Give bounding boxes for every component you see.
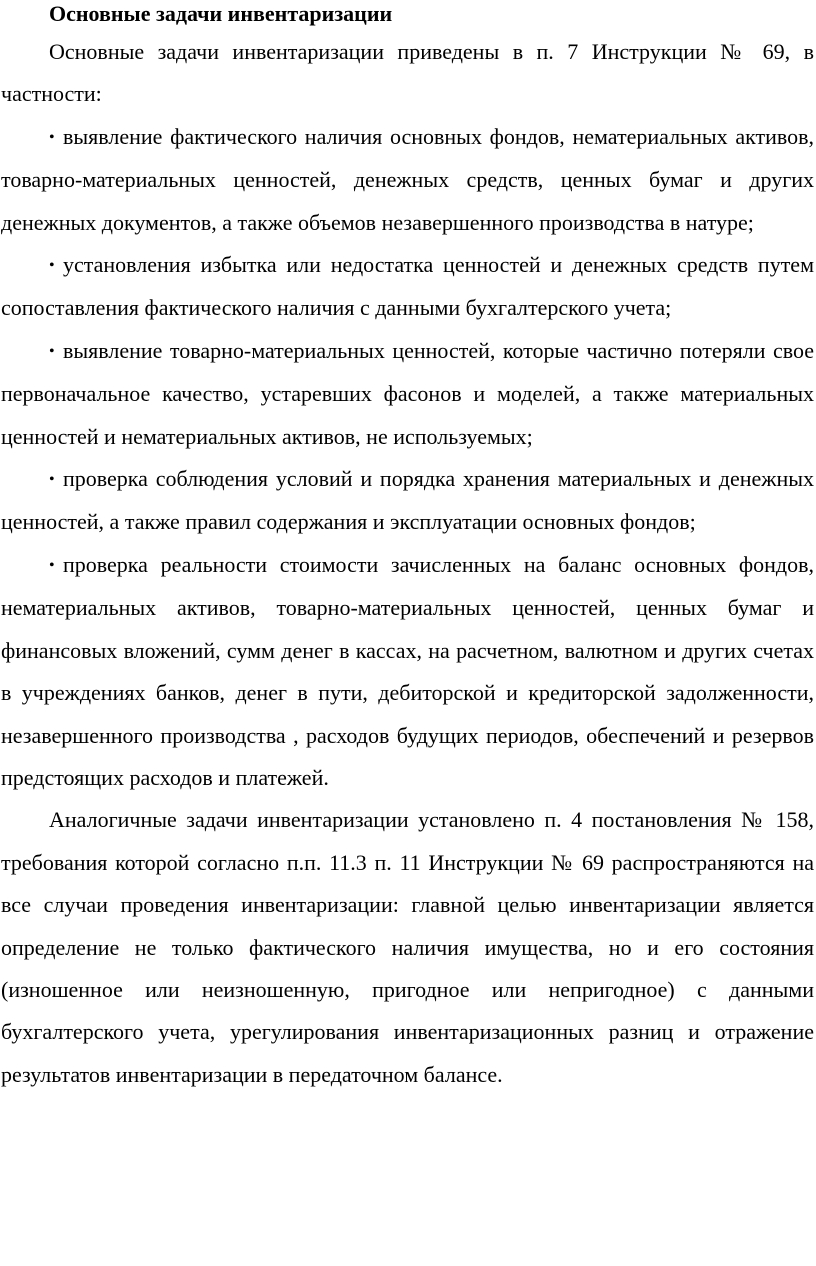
list-item-text: проверка реальности стоимости зачисленных на баланс основных фондов, нематериальных активов, товарно-материальных ценностей, ценных бумаг и финансовых вложений, сумм денег в кассах, на расчетном, валютном и других счетах в учреждениях банков, денег в пути, дебиторской и кредиторской задолженности, незавершенного производства , расходов будущих периодов, обеспечений и резервов предстоящих расходов и платежей. [1,551,814,790]
list-item-text: выявление товарно-материальных ценностей, которые частично потеряли свое первоначальное качество, устаревших фасонов и моделей, а также материальных ценностей и нематериальных активов, не используемых; [1,337,814,449]
list-item-text: установления избытка или недостатка ценностей и денежных средств путем сопоставления фактического наличия с данными бухгалтерского учета; [1,252,814,321]
tasks-list [1,116,814,800]
bullet-icon: • [49,342,55,360]
list-item-text: проверка соблюдения условий и порядка хранения материальных и денежных ценностей, а также правил содержания и эксплуатации основных фондов; [1,466,814,535]
bullet-icon: • [49,556,55,574]
bullet-icon: • [49,471,55,489]
bullet-icon: • [49,257,55,275]
document-title: Основные задачи инвентаризации [49,1,393,26]
list-item [1,244,814,330]
intro-paragraph: Основные задачи инвентаризации приведены в п. 7 Инструкции № 69, в частности: [1,39,814,107]
list-item-text: выявление фактического наличия основных фондов, нематериальных активов, товарно-материальных ценностей, денежных средств, ценных бумаг и других денежных документов, а также объемов незавершенного производства в натуре; [1,123,814,235]
list-item [1,458,814,544]
list-item [1,330,814,458]
bullet-icon: • [49,128,55,146]
list-item [1,116,814,244]
list-item [1,544,814,799]
closing-paragraph: Аналогичные задачи инвентаризации установлено п. 4 постановления № 158, требования которой согласно п.п. 11.3 п. 11 Инструкции № 69 распространяются на все случаи проведения инвентаризации: главной целью инвентаризации является определение не только фактического наличия имущества, но и его состояния (изношенное или неизношенную, пригодное или непригодное) с данными бухгалтерского учета, урегулирования инвентаризационных разниц и отражение результатов инвентаризации в передаточном балансе. [1,807,814,1087]
